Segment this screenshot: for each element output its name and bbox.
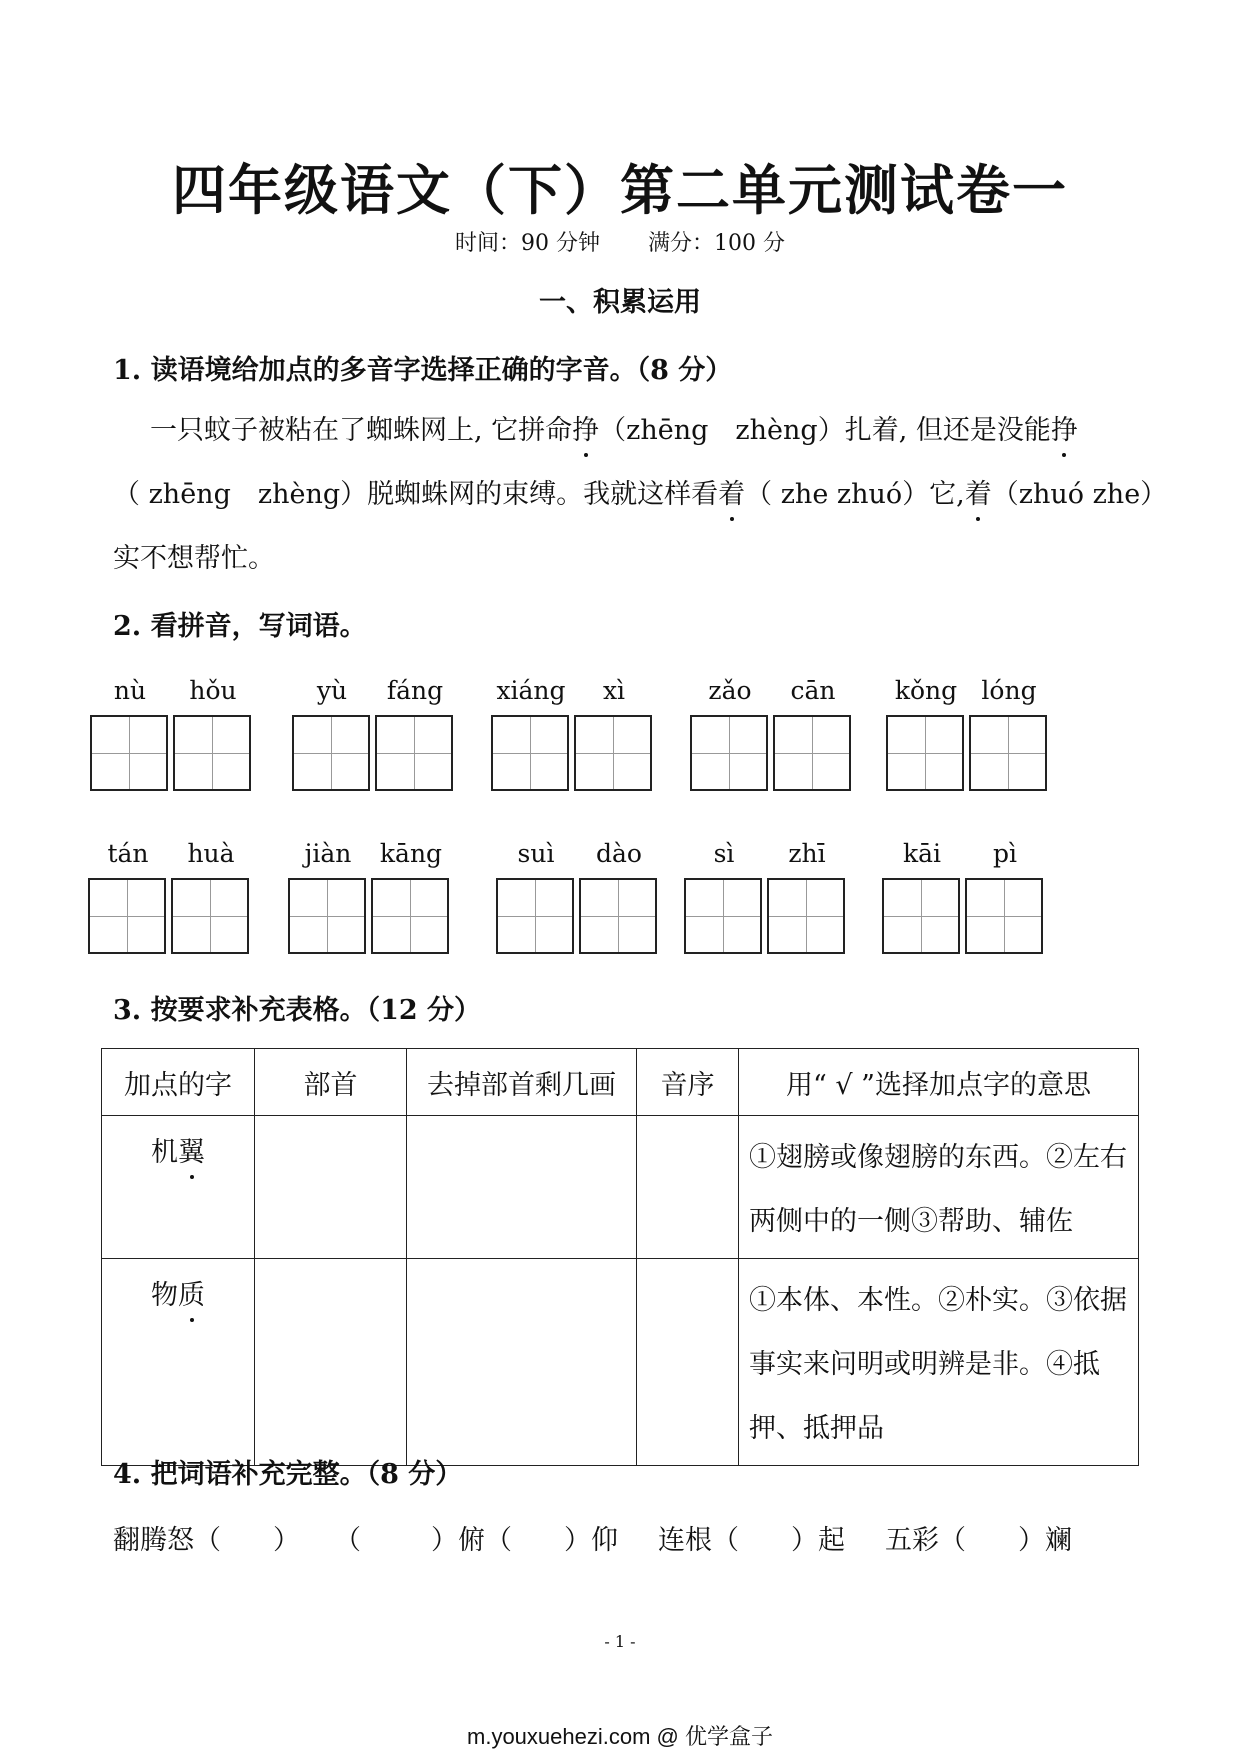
pinyin-label: sì [713,839,735,868]
pinyin-label: kǒng [894,676,958,705]
pinyin-label: pì [993,839,1017,868]
q4-text: ）起 [791,1525,845,1556]
q2-heading: 2. 看拼音，写词语。 [113,611,367,642]
answer-cell[interactable] [637,1116,739,1259]
answer-cell[interactable] [637,1259,739,1466]
footer-watermark: m.youxuehezi.com @ 优学盒子 [467,1724,773,1749]
q4-heading: 4. 把词语补充完整。（8 分） [113,1459,463,1490]
writing-grid-box[interactable] [773,715,851,791]
table-header: 用“ √ ”选择加点字的意思 [739,1049,1139,1116]
writing-grid-box[interactable] [684,878,762,954]
dotted-char: 挣 [572,408,599,447]
table-header: 去掉部首剩几画 [407,1049,637,1116]
time-limit: 时间：90 分钟 [455,231,600,256]
writing-grid-box[interactable] [886,715,964,791]
pinyin-label: cān [790,676,836,705]
dotted-char: 翼 [178,1130,205,1169]
section-heading: 一、积累运用 [539,287,701,318]
q4-text: ）俯（ [431,1525,512,1556]
char-table [101,1048,1139,1466]
writing-grid-box[interactable] [491,715,569,791]
pinyin-label: xiáng [496,676,566,705]
q1-heading: 1. 读语境给加点的多音字选择正确的字音。（8 分） [113,355,733,386]
writing-grid-box[interactable] [965,878,1043,954]
pinyin-label: hǒu [189,676,237,705]
q1-line-3: 实不想帮忙。 [113,543,275,574]
writing-grid-box[interactable] [882,878,960,954]
q4-text: ）斓 [1018,1525,1072,1556]
q4-text: （ [334,1525,361,1556]
dotted-char: 质 [178,1273,205,1312]
q4-text: ）仰 [564,1525,618,1556]
table-header: 部首 [255,1049,407,1116]
pinyin-label: jiàn [304,839,352,868]
q1-line-1 [150,408,1078,447]
writing-grid-box[interactable] [767,878,845,954]
writing-grid-box[interactable] [579,878,657,954]
q1-line-2 [113,472,1167,511]
q1-text: 一只蚊子被粘在了蜘蛛网上, 它拼命 [150,415,573,446]
writing-grid-box[interactable] [90,715,168,791]
q1-text: （zhuó zhe） [991,479,1168,510]
q3-heading: 3. 按要求补充表格。（12 分） [113,995,482,1026]
table-header: 加点的字 [102,1049,255,1116]
dotted-char: 着 [718,472,745,511]
writing-grid-box[interactable] [371,878,449,954]
meaning-cell: ①翅膀或像翅膀的东西。②左右两侧中的一侧③帮助、辅佐 [739,1116,1139,1259]
pinyin-label: tán [107,839,149,868]
writing-grid-box[interactable] [173,715,251,791]
table-header-row [102,1049,1139,1116]
q4-text: 连根（ [658,1525,739,1556]
writing-grid-box[interactable] [171,878,249,954]
pinyin-label: xì [602,676,626,705]
writing-grid-box[interactable] [574,715,652,791]
q1-text: （zhēng zhèng）扎着, 但还是没能 [599,415,1051,446]
page-number: - 1 - [604,1632,636,1651]
q4-text: ） [273,1525,300,1556]
pinyin-label: nù [113,676,147,705]
pinyin-label: fáng [386,676,444,705]
word-char: 机 [151,1137,178,1168]
answer-cell[interactable] [407,1259,637,1466]
q4-text: 翻腾怒（ [113,1525,221,1556]
word-cell [102,1116,255,1259]
writing-grid-box[interactable] [375,715,453,791]
q1-text: （ zhēng zhèng）脱蜘蛛网的束缚。我就这样看 [113,479,719,510]
q4-fill-line [113,1518,1072,1557]
full-score: 满分：100 分 [648,231,785,256]
pinyin-label: dào [596,839,642,868]
answer-cell[interactable] [407,1116,637,1259]
table-row [102,1116,1139,1259]
word-char: 物 [151,1280,178,1311]
pinyin-label: zhī [788,839,826,868]
q4-text: 五彩（ [885,1525,966,1556]
table-header: 音序 [637,1049,739,1116]
pinyin-label: kāng [379,839,443,868]
pinyin-label: lóng [981,676,1037,705]
answer-cell[interactable] [255,1259,407,1466]
table-row [102,1259,1139,1466]
dotted-char: 着 [965,472,992,511]
word-cell [102,1259,255,1466]
meaning-cell: ①本体、本性。②朴实。③依据事实来问明或明辨是非。④抵押、抵押品 [739,1259,1139,1466]
pinyin-label: yù [316,676,348,705]
q1-text: （ zhe zhuó）它, [745,479,965,510]
pinyin-label: huà [187,839,235,868]
writing-grid-box[interactable] [496,878,574,954]
writing-grid-box[interactable] [690,715,768,791]
writing-grid-box[interactable] [969,715,1047,791]
writing-grid-box[interactable] [292,715,370,791]
answer-cell[interactable] [255,1116,407,1259]
exam-meta [0,226,1240,257]
pinyin-label: suì [517,839,555,868]
writing-grid-box[interactable] [88,878,166,954]
writing-grid-box[interactable] [288,878,366,954]
page-title: 四年级语文（下）第二单元测试卷一 [172,158,1068,222]
pinyin-label: zǎo [708,676,752,705]
dotted-char: 挣 [1051,408,1078,447]
pinyin-label: kāi [902,839,942,868]
